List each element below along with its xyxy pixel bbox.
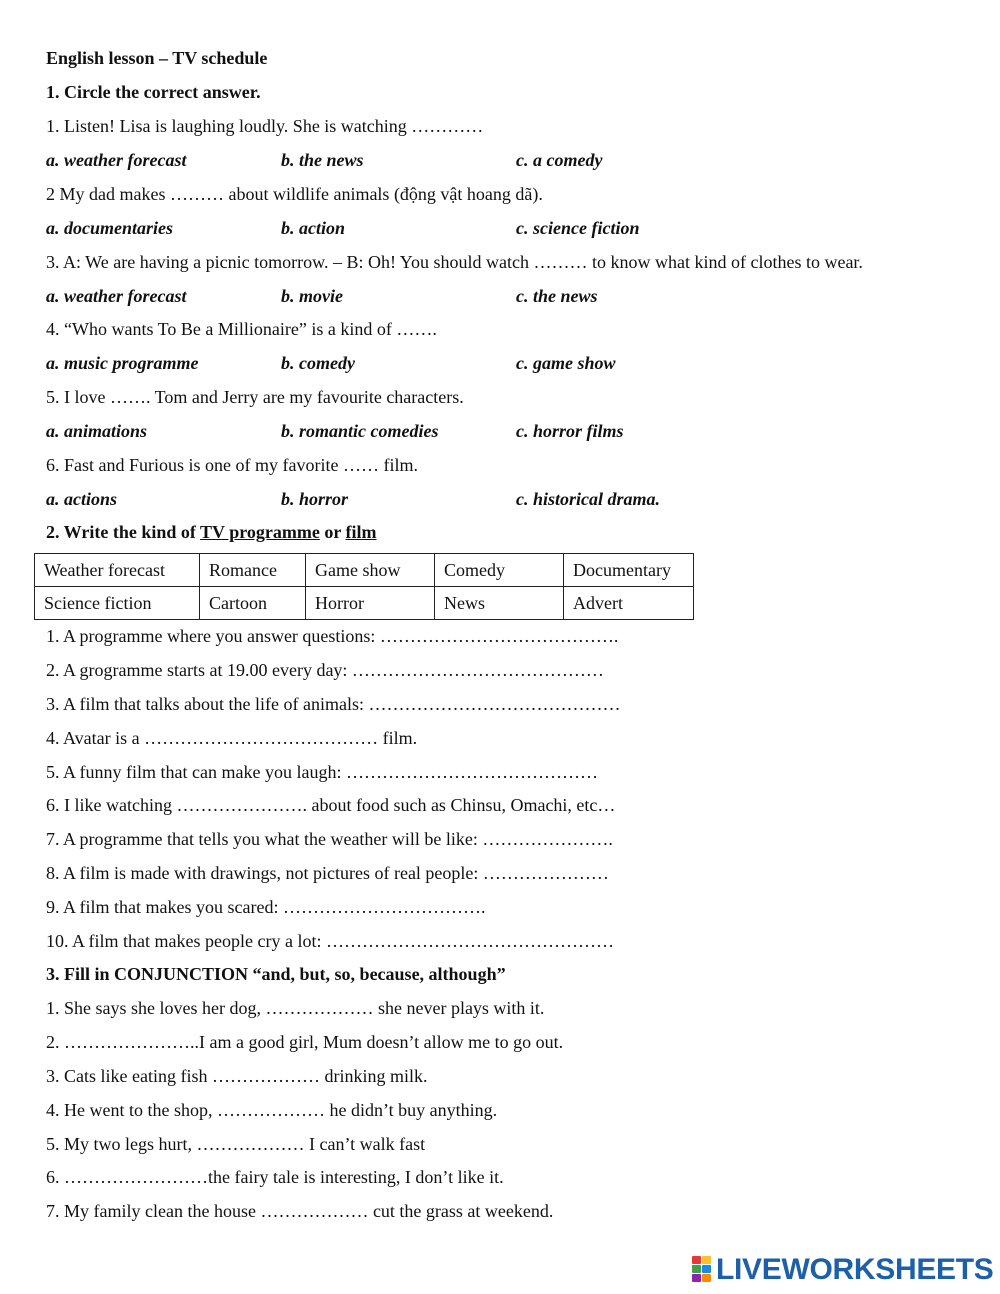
section1-heading: 1. Circle the correct answer. [46,82,261,102]
option-2b[interactable]: b. action [281,218,346,238]
question-1: 1. Listen! Lisa is laughing loudly. She is watching ………… [46,116,484,136]
section2-item-4: 4. Avatar is a ………………………………… film. [46,728,418,748]
option-1a[interactable]: a. weather forecast [46,150,187,170]
option-3b[interactable]: b. movie [281,286,343,306]
liveworksheets-logo-text: LIVEWORKSHEETS [716,1253,994,1286]
section3-item-4: 4. He went to the shop, ……………… he didn’t buy anything. [46,1100,498,1120]
option-2c[interactable]: c. science fiction [516,218,640,238]
option-6a[interactable]: a. actions [46,489,118,509]
section2-heading [46,521,377,543]
table-cell: Comedy [435,554,564,587]
option-4a[interactable]: a. music programme [46,353,199,373]
logo-block [692,1256,701,1264]
option-1b[interactable]: b. the news [281,150,364,170]
question-2: 2 My dad makes ……… about wildlife animals (động vật hoang dã). [46,184,543,204]
question-4: 4. “Who wants To Be a Millionaire” is a kind of ……. [46,319,437,339]
option-4b[interactable]: b. comedy [281,353,355,373]
section2-heading-or: or [319,522,346,542]
table-cell: Weather forecast [35,554,200,587]
question-3: 3. A: We are having a picnic tomorrow. – B: Oh! You should watch ……… to know what kind of clothes to wear. [46,252,863,272]
options-6 [46,488,946,510]
table-cell: Documentary [564,554,694,587]
option-2a[interactable]: a. documentaries [46,218,174,238]
section2-item-10: 10. A film that makes people cry a lot: ………………………………………… [46,931,614,951]
option-1c[interactable]: c. a comedy [516,150,603,170]
question-6: 6. Fast and Furious is one of my favorite …… film. [46,455,418,475]
options-1 [46,149,946,171]
question-5: 5. I love ……. Tom and Jerry are my favourite characters. [46,387,464,407]
options-5 [46,420,946,442]
section3-item-3: 3. Cats like eating fish ……………… drinking milk. [46,1066,428,1086]
section2-item-7: 7. A programme that tells you what the weather will be like: …………………. [46,829,613,849]
options-2 [46,217,946,239]
section2-item-2: 2. A grogramme starts at 19.00 every day: …………………………………… [46,660,604,680]
table-row [35,554,694,587]
table-cell: Game show [306,554,435,587]
liveworksheets-logo-icon [692,1256,712,1284]
programme-kinds-table [34,553,694,620]
section3-item-2: 2. …………………..I am a good girl, Mum doesn’t allow me to go out. [46,1032,564,1052]
page-title: English lesson – TV schedule [46,48,268,68]
section2-item-3: 3. A film that talks about the life of animals: …………………………………… [46,694,621,714]
table-cell: News [435,587,564,620]
table-cell: Horror [306,587,435,620]
logo-block [702,1274,711,1282]
option-5b[interactable]: b. romantic comedies [281,421,439,441]
logo-block [702,1265,711,1273]
section3-heading: 3. Fill in CONJUNCTION “and, but, so, because, although” [46,964,506,984]
options-3 [46,285,946,307]
option-4c[interactable]: c. game show [516,353,616,373]
section2-item-1: 1. A programme where you answer questions: …………………………………. [46,626,619,646]
section2-heading-prefix: 2. Write the kind of [46,522,201,542]
option-5c[interactable]: c. horror films [516,421,624,441]
section2-item-8: 8. A film is made with drawings, not pictures of real people: ………………… [46,863,609,883]
section3-item-1: 1. She says she loves her dog, ……………… she never plays with it. [46,998,545,1018]
logo-block [692,1274,701,1282]
options-4 [46,352,946,374]
section3-item-7: 7. My family clean the house ……………… cut the grass at weekend. [46,1201,554,1221]
section2-heading-film: film [345,522,377,542]
table-cell: Advert [564,587,694,620]
logo-block [702,1256,711,1264]
logo-block [692,1265,701,1273]
section2-item-9: 9. A film that makes you scared: ……………………………. [46,897,486,917]
section2-item-5: 5. A funny film that can make you laugh: …………………………………… [46,762,598,782]
table-cell: Science fiction [35,587,200,620]
liveworksheets-logo[interactable] [692,1253,994,1287]
section3-item-5: 5. My two legs hurt, ……………… I can’t walk fast [46,1134,426,1154]
table-cell: Romance [200,554,306,587]
table-row [35,587,694,620]
option-6b[interactable]: b. horror [281,489,349,509]
option-3a[interactable]: a. weather forecast [46,286,187,306]
table-cell: Cartoon [200,587,306,620]
section2-item-6: 6. I like watching …………………. about food such as Chinsu, Omachi, etc… [46,795,616,815]
section2-heading-tv: TV programme [200,522,320,542]
section3-item-6: 6. ……………………the fairy tale is interesting, I don’t like it. [46,1167,504,1187]
option-5a[interactable]: a. animations [46,421,148,441]
option-6c[interactable]: c. historical drama. [516,489,661,509]
option-3c[interactable]: c. the news [516,286,598,306]
